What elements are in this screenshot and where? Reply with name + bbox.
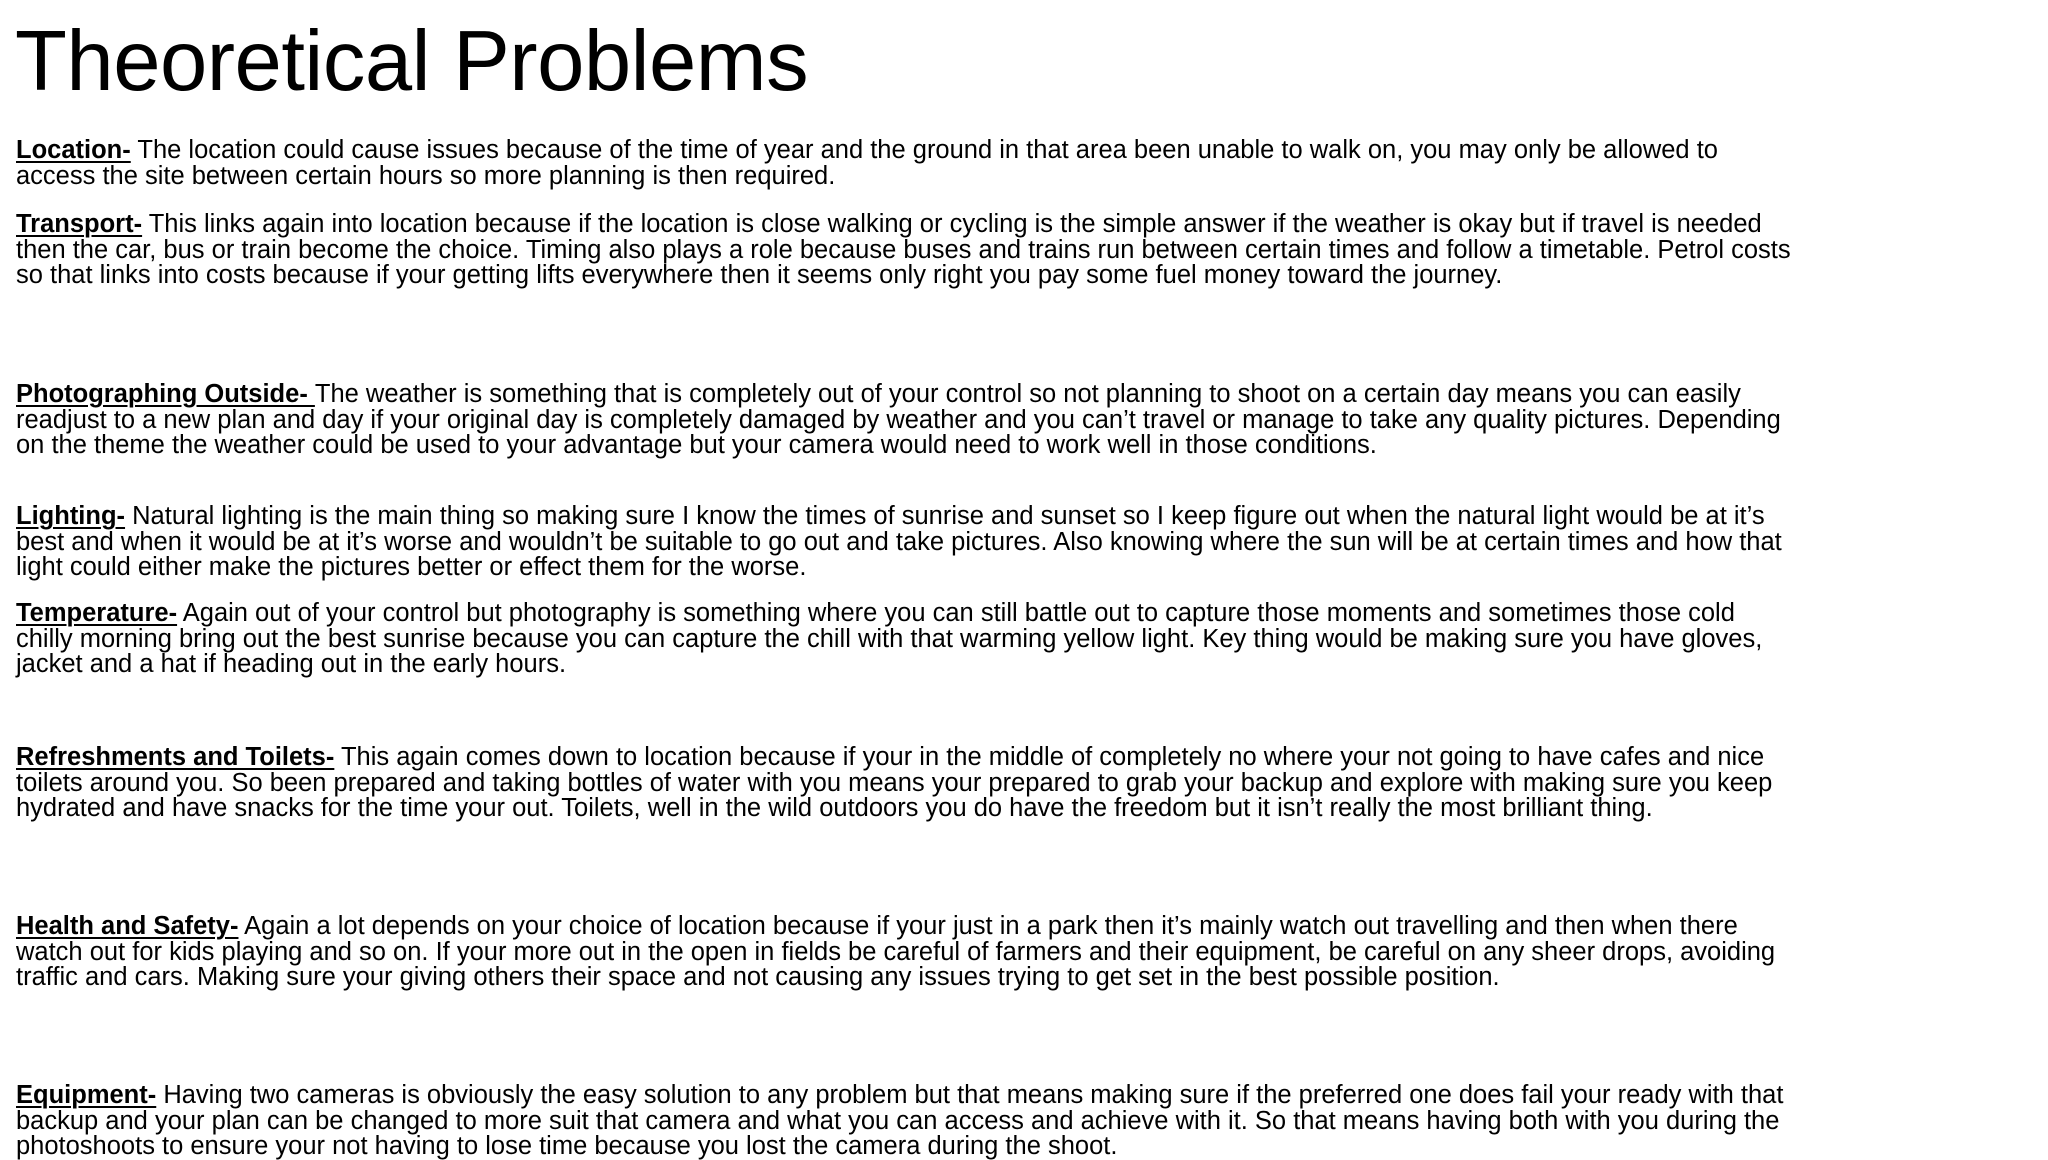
section-photographing-outside [16,382,1791,459]
section-text: The location could cause issues because of the time of year and the ground in that area been unable to walk on, you may only be allowed to access the site between certain hours so more planning is then required. [16,136,1718,190]
section-label: Photographing Outside- [16,380,315,408]
section-text: Having two cameras is obviously the easy solution to any problem but that means making sure if the preferred one does fail your ready with that backup and your plan can be changed to more suit that camera and what you can access and achieve with it. So that means having both with you during the photoshoots to ensure your not having to lose time because you lost the camera during the shoot. [16,1081,1784,1160]
section-health-safety [16,914,1791,991]
section-label: Temperature- [16,599,178,627]
section-text: Again a lot depends on your choice of location because if your just in a park then it’s mainly watch out travelling and then when there watch out for kids playing and so on. If your more out in the open in fields be careful of farmers and their equipment, be careful on any sheer drops, avoiding traffic and cars. Making sure your giving others their space and not causing any issues trying to get set in the best possible position. [16,912,1776,991]
section-refreshments-toilets [16,745,1791,822]
section-label: Location- [16,136,131,164]
section-location [16,138,1791,189]
section-label: Refreshments and Toilets- [16,743,335,771]
section-text: Natural lighting is the main thing so making sure I know the times of sunrise and sunset so I keep figure out when the natural light would be at it’s best and when it would be at it’s worse and wouldn’t be suitable to go out and take pictures. Also knowing where the sun will be at certain times and how that light could either make the pictures better or effect them for the worse. [16,502,1782,581]
section-text: This links again into location because if the location is close walking or cycling is the simple answer if the weather is okay but if travel is needed then the car, bus or train become the choice. Timing also plays a role because buses and trains run between certain times and follow a timetable. Petrol costs so that links into costs because if your getting lifts everywhere then it seems only right you pay some fuel money toward the journey. [16,210,1791,289]
section-label: Health and Safety- [16,912,239,940]
section-text: Again out of your control but photography is something where you can still battle out to capture those moments and sometimes those cold chilly morning bring out the best sunrise because you can capture the chill with that warming yellow light. Key thing would be making sure you have gloves, jacket and a hat if heading out in the early hours. [16,599,1763,678]
section-transport [16,212,1791,289]
section-lighting [16,504,1791,581]
section-equipment [16,1083,1791,1160]
section-text: This again comes down to location because if your in the middle of completely no where your not going to have cafes and nice toilets around you. So been prepared and taking bottles of water with you means your prepared to grab your backup and explore with making sure you keep hydrated and have snacks for the time your out. Toilets, well in the wild outdoors you do have the freedom but it isn’t really the most brilliant thing. [16,743,1773,822]
page-title: Theoretical Problems [15,14,809,109]
section-temperature [16,601,1791,678]
section-label: Lighting- [16,502,126,530]
section-label: Transport- [16,210,143,238]
section-text: The weather is something that is completely out of your control so not planning to shoot on a certain day means you can easily readjust to a new plan and day if your original day is completely damaged by weather and you can’t travel or manage to take any quality pictures. Depending on the theme the weather could be used to your advantage but your camera would need to work well in those conditions. [16,380,1781,459]
section-label: Equipment- [16,1081,157,1109]
